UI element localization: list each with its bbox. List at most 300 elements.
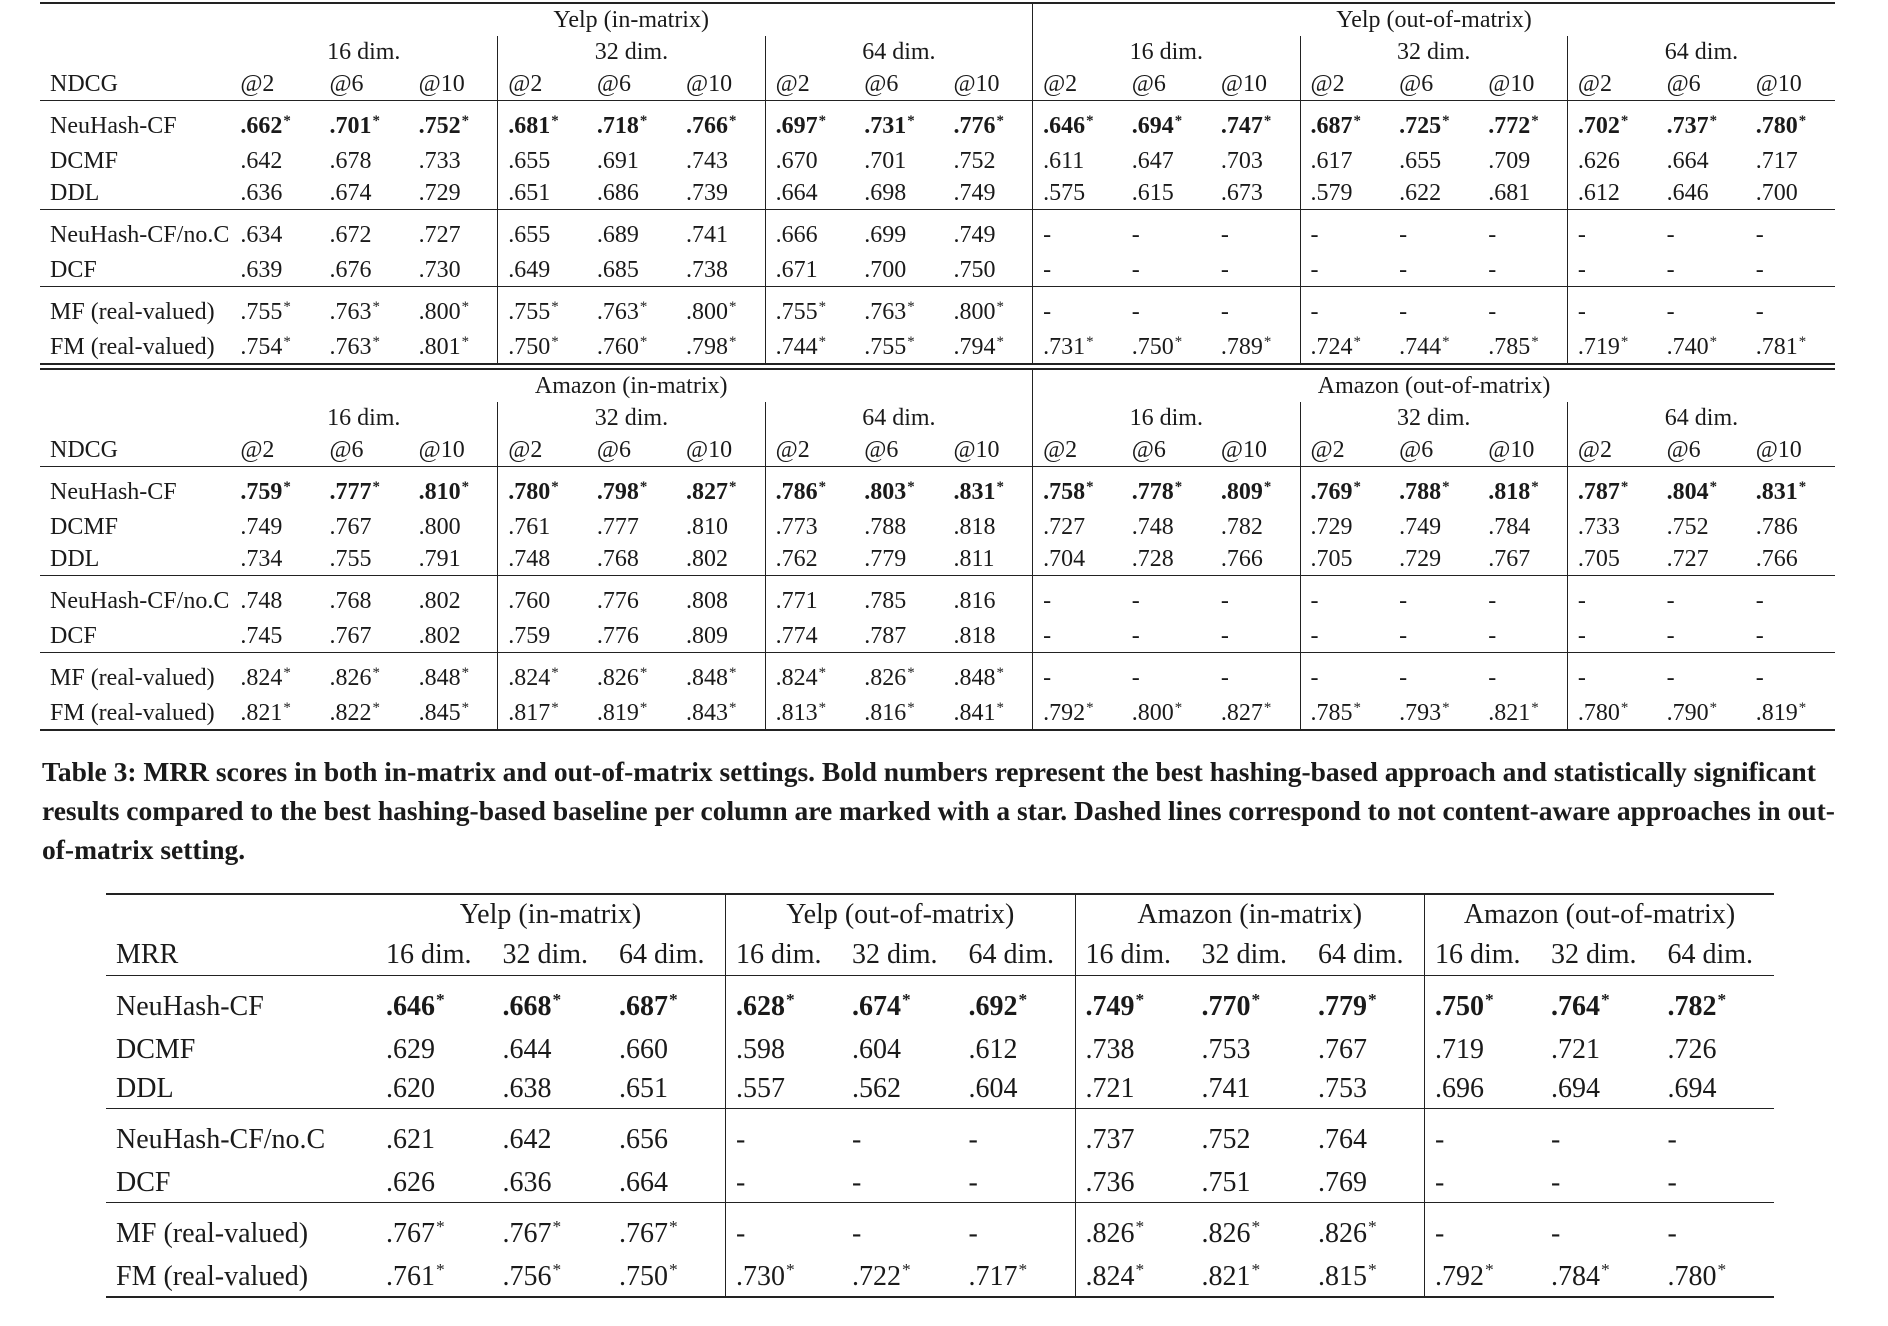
score-cell: .784* [1541, 1257, 1658, 1297]
score-cell: .789* [1211, 331, 1300, 364]
score-cell: .702* [1567, 101, 1656, 146]
score-cell: .791 [418, 546, 461, 572]
score-cell: - [1033, 653, 1122, 698]
score-cell: .751 [1201, 1166, 1251, 1198]
score-cell: - [1211, 576, 1300, 621]
score-cell: .705 [1300, 543, 1389, 576]
cutoff-label: @10 [686, 437, 733, 463]
score-cell: .826* [854, 653, 943, 698]
score-cell: .750* [1425, 976, 1542, 1031]
score-cell: .776 [596, 623, 639, 649]
group-header-row [40, 3, 1835, 36]
score-cell: .744* [1389, 331, 1478, 364]
score-cell: .694* [1122, 101, 1211, 146]
score-cell: .761 [498, 511, 587, 543]
group-title: Amazon (in-matrix) [230, 369, 1032, 402]
dim-label: 64 dim. [968, 939, 1055, 970]
score-cell: - [1667, 1166, 1677, 1198]
score-cell: .780* [1658, 1257, 1775, 1297]
group-title: Yelp (in-matrix) [376, 894, 726, 935]
score-cell: .767* [376, 1203, 493, 1258]
score-cell: .664 [765, 177, 854, 210]
score-cell: .786 [1755, 514, 1798, 540]
score-cell: - [1746, 576, 1835, 621]
dim-label: 64 dim. [1567, 402, 1835, 434]
score-cell: .678 [329, 148, 372, 174]
dim-label: 32 dim. [498, 402, 765, 434]
score-cell: .818 [953, 623, 996, 649]
score-cell: .800* [409, 287, 498, 332]
score-cell: - [1658, 1109, 1775, 1164]
dim-label: 32 dim. [498, 36, 765, 68]
cutoff-label: @2 [240, 71, 275, 97]
score-cell: .819* [587, 697, 676, 730]
empty-cell [40, 3, 230, 36]
score-cell: .772* [1478, 101, 1567, 146]
score-cell: .699 [854, 210, 943, 255]
score-cell: .724* [1300, 331, 1389, 364]
score-cell: .753 [1201, 1033, 1251, 1065]
score-cell: .704 [1033, 543, 1122, 576]
table-row [106, 1109, 1774, 1164]
cutoff-label: @2 [1033, 434, 1122, 467]
score-cell: - [842, 1203, 959, 1258]
score-cell: .841* [943, 697, 1032, 730]
score-cell: - [1478, 576, 1567, 621]
score-cell: .673 [1220, 180, 1263, 206]
score-cell: .752 [1666, 514, 1709, 540]
score-cell: .813* [765, 697, 854, 730]
cutoff-label: @10 [953, 437, 1000, 463]
dim-label: 32 dim. [1551, 939, 1637, 970]
score-cell: .719* [1567, 331, 1656, 364]
score-cell: .676 [329, 257, 372, 283]
method-label: NeuHash-CF [106, 976, 376, 1031]
score-cell: .788* [1389, 467, 1478, 512]
score-cell: .687* [609, 976, 726, 1031]
empty-cell [106, 894, 376, 935]
score-cell: .826* [319, 653, 408, 698]
score-cell: .781* [1746, 331, 1835, 364]
method-label: NeuHash-CF/no.C [40, 576, 230, 621]
score-cell: - [1131, 257, 1140, 283]
score-cell: .750* [498, 331, 587, 364]
ndcg-table-amazon [40, 368, 1835, 731]
score-cell: .694 [1667, 1072, 1717, 1104]
score-cell: .670 [765, 145, 854, 177]
table-row [40, 697, 1835, 730]
score-cell: .698 [864, 180, 907, 206]
score-cell: .768 [596, 546, 639, 572]
table-row [40, 210, 1835, 255]
table-row [40, 331, 1835, 364]
score-cell: .729 [1300, 511, 1389, 543]
table-row [106, 1163, 1774, 1203]
score-cell: .748 [498, 543, 587, 576]
dim-header-row [40, 402, 1835, 434]
score-cell: - [1389, 576, 1478, 621]
score-cell: .770* [1192, 976, 1309, 1031]
score-cell: .764* [1541, 976, 1658, 1031]
score-cell: .802 [418, 623, 461, 649]
score-cell: .741 [676, 210, 765, 255]
dim-label: 16 dim. [1033, 36, 1300, 68]
score-cell: .674* [842, 976, 959, 1031]
score-cell: .729 [1399, 546, 1442, 572]
score-cell: - [1567, 620, 1656, 653]
score-cell: .655 [1399, 148, 1442, 174]
score-cell: .776* [943, 101, 1032, 146]
score-cell: .744* [765, 331, 854, 364]
cutoff-label: @10 [1755, 71, 1802, 97]
method-label: FM (real-valued) [40, 331, 230, 364]
cutoff-label: @2 [1567, 434, 1656, 467]
score-cell: .727 [409, 210, 498, 255]
score-cell: .767 [329, 514, 372, 540]
score-cell: .767 [329, 623, 372, 649]
score-cell: - [968, 1166, 978, 1198]
score-cell: .766 [1755, 546, 1798, 572]
score-cell: .651 [619, 1072, 668, 1104]
method-label: DCF [50, 257, 97, 283]
score-cell: .628* [726, 976, 843, 1031]
score-cell: .766* [676, 101, 765, 146]
score-cell: .754* [230, 331, 319, 364]
score-cell: .748 [230, 576, 319, 621]
cutoff-label: @10 [1220, 437, 1267, 463]
score-cell: .780* [498, 467, 587, 512]
score-cell: .815* [1308, 1257, 1425, 1297]
cutoff-label: @6 [1399, 437, 1434, 463]
cutoff-label: @2 [1567, 68, 1656, 101]
score-cell: - [1220, 623, 1229, 649]
score-cell: - [1389, 653, 1478, 698]
score-cell: .727 [1666, 546, 1709, 572]
score-cell: .800 [418, 514, 461, 540]
score-cell: .816 [943, 576, 1032, 621]
score-cell: .612 [1567, 177, 1656, 210]
cutoff-label: @2 [498, 68, 587, 101]
score-cell: .731* [1033, 331, 1122, 364]
table-row [40, 177, 1835, 210]
score-cell: .736 [1075, 1163, 1192, 1203]
cutoff-label: @10 [418, 71, 465, 97]
score-cell: .777* [319, 467, 408, 512]
score-cell: - [1478, 653, 1567, 698]
score-cell: .753 [1318, 1072, 1367, 1104]
score-cell: .634 [230, 210, 319, 255]
metric-label: MRR [116, 939, 179, 970]
score-cell: .824* [230, 653, 319, 698]
score-cell: .810* [409, 467, 498, 512]
dim-label: 32 dim. [1201, 939, 1288, 970]
cutoff-label: @6 [1666, 71, 1701, 97]
method-label: NeuHash-CF [40, 101, 230, 146]
score-cell: .782 [1220, 514, 1263, 540]
score-cell: .800* [676, 287, 765, 332]
score-cell: .827* [1211, 697, 1300, 730]
score-cell: .705 [1567, 543, 1656, 576]
table-row [40, 467, 1835, 512]
dim-label: 64 dim. [765, 36, 1032, 68]
score-cell: .726 [1667, 1033, 1717, 1065]
cutoff-label: @6 [1666, 437, 1701, 463]
score-cell: - [1300, 653, 1389, 698]
score-cell: .811 [953, 546, 995, 572]
score-cell: .809* [1211, 467, 1300, 512]
score-cell: .767 [1488, 546, 1531, 572]
method-label: MF (real-valued) [106, 1203, 376, 1258]
score-cell: - [1478, 287, 1567, 332]
dim-label: 64 dim. [619, 939, 705, 970]
score-cell: .762 [765, 543, 854, 576]
empty-cell [40, 369, 230, 402]
score-cell: .681 [1488, 180, 1531, 206]
score-cell: - [959, 1109, 1076, 1164]
dim-label: 64 dim. [1667, 939, 1754, 970]
score-cell: .646* [376, 976, 493, 1031]
score-cell: .668* [493, 976, 610, 1031]
score-cell: .790* [1657, 697, 1746, 730]
score-cell: .733 [1567, 511, 1656, 543]
dim-label: 32 dim. [1300, 402, 1567, 434]
score-cell: .703 [1220, 148, 1263, 174]
dim-label: 64 dim. [1318, 939, 1404, 970]
cutoff-label: @10 [418, 437, 465, 463]
score-cell: .626 [1567, 145, 1656, 177]
group-header-row [106, 894, 1774, 935]
score-cell: .664 [1666, 148, 1709, 174]
score-cell: .768 [319, 576, 408, 621]
score-cell: - [1541, 1109, 1658, 1164]
score-cell: .810 [686, 514, 729, 540]
dim-label: 16 dim. [1075, 935, 1192, 976]
score-cell: .792* [1033, 697, 1122, 730]
score-cell: .721 [1075, 1069, 1192, 1109]
score-cell: .826* [1192, 1203, 1309, 1258]
cutoff-header-row [40, 68, 1835, 101]
score-cell: - [1399, 623, 1408, 649]
method-label: DDL [50, 180, 100, 206]
score-cell: .848* [676, 653, 765, 698]
score-cell: .750 [953, 257, 996, 283]
cutoff-label: @2 [765, 68, 854, 101]
score-cell: .626 [386, 1166, 435, 1198]
score-cell: .697* [765, 101, 854, 146]
method-label: DCMF [116, 1033, 196, 1065]
score-cell: .734 [240, 546, 283, 572]
score-cell: .750* [1122, 331, 1211, 364]
score-cell: .771 [765, 576, 854, 621]
score-cell: - [1551, 1166, 1561, 1198]
score-cell: .803* [854, 467, 943, 512]
score-cell: .785* [1300, 697, 1389, 730]
dim-label: 16 dim. [327, 39, 401, 65]
score-cell: - [726, 1203, 843, 1258]
score-cell: .721 [1551, 1033, 1600, 1065]
score-cell: - [1300, 210, 1389, 255]
dim-label: 16 dim. [1033, 402, 1300, 434]
score-cell: .758* [1033, 467, 1122, 512]
table-row [40, 101, 1835, 146]
cutoff-label: @6 [329, 437, 364, 463]
score-cell: .745 [240, 623, 283, 649]
score-cell: .800* [943, 287, 1032, 332]
score-cell: .764 [1308, 1109, 1425, 1164]
score-cell: .824* [1075, 1257, 1192, 1297]
score-cell: - [1657, 287, 1746, 332]
dim-label: 16 dim. [327, 405, 401, 431]
cutoff-label: @10 [1220, 71, 1267, 97]
table-row [40, 653, 1835, 698]
score-cell: .755 [329, 546, 372, 572]
score-cell: .615 [1131, 180, 1174, 206]
score-cell: .709 [1488, 148, 1531, 174]
method-label: NeuHash-CF/no.C [106, 1109, 376, 1164]
score-cell: .636 [240, 180, 283, 206]
score-cell: .604 [852, 1033, 901, 1065]
score-cell: .729 [418, 180, 461, 206]
score-cell: .728 [1131, 546, 1174, 572]
score-cell: .766 [1220, 546, 1263, 572]
score-cell: .818* [1478, 467, 1567, 512]
score-cell: .575 [1033, 177, 1122, 210]
score-cell: .696 [1425, 1069, 1542, 1109]
score-cell: .621 [376, 1109, 493, 1164]
table-row [40, 511, 1835, 543]
score-cell: .747* [1211, 101, 1300, 146]
cutoff-label: @2 [240, 437, 275, 463]
method-label: DCF [50, 623, 97, 649]
score-cell: .651 [498, 177, 587, 210]
score-cell: .748 [1131, 514, 1174, 540]
score-cell: .826* [1308, 1203, 1425, 1258]
group-title: Yelp (in-matrix) [230, 3, 1032, 36]
mrr-table [106, 893, 1774, 1298]
score-cell: .827* [676, 467, 765, 512]
metric-label: NDCG [50, 71, 119, 97]
table-row [106, 1257, 1774, 1297]
score-cell: .743 [686, 148, 729, 174]
table-row [106, 1030, 1774, 1069]
score-cell: .749 [1399, 514, 1442, 540]
score-cell: - [1122, 287, 1211, 332]
score-cell: .666 [765, 210, 854, 255]
score-cell: .826* [587, 653, 676, 698]
score-cell: .802 [409, 576, 498, 621]
score-cell: .639 [240, 257, 283, 283]
score-cell: - [1033, 254, 1122, 287]
method-label: FM (real-valued) [40, 697, 230, 730]
score-cell: .622 [1399, 180, 1442, 206]
empty-cell [40, 36, 230, 68]
cutoff-label: @10 [686, 71, 733, 97]
score-cell: - [1567, 210, 1656, 255]
score-cell: .692* [959, 976, 1076, 1031]
score-cell: .826* [1075, 1203, 1192, 1258]
score-cell: - [1541, 1203, 1658, 1258]
score-cell: - [1658, 1203, 1775, 1258]
method-label: DCMF [50, 514, 119, 540]
score-cell: .755* [854, 331, 943, 364]
score-cell: .700 [864, 257, 907, 283]
score-cell: .787 [864, 623, 907, 649]
score-cell: .802 [686, 546, 729, 572]
score-cell: .664 [619, 1166, 668, 1198]
table-row [40, 145, 1835, 177]
cutoff-label: @6 [329, 71, 364, 97]
dim-header-row [40, 36, 1835, 68]
score-cell: .767 [1318, 1033, 1367, 1065]
score-cell: .689 [587, 210, 676, 255]
score-cell: .700 [1755, 180, 1798, 206]
cutoff-label: @6 [864, 437, 899, 463]
score-cell: - [1746, 210, 1835, 255]
cutoff-label: @2 [1300, 68, 1389, 101]
score-cell: - [1425, 1163, 1542, 1203]
score-cell: .848* [409, 653, 498, 698]
score-cell: .644 [502, 1033, 552, 1065]
score-cell: .752* [409, 101, 498, 146]
score-cell: .785* [1478, 331, 1567, 364]
score-cell: .824* [498, 653, 587, 698]
score-cell: .649 [498, 254, 587, 287]
score-cell: - [1211, 653, 1300, 698]
cutoff-label: @6 [864, 71, 899, 97]
method-label: DCF [116, 1166, 171, 1198]
score-cell: - [1389, 210, 1478, 255]
score-cell: .725* [1389, 101, 1478, 146]
score-cell: .756* [493, 1257, 610, 1297]
method-label: NeuHash-CF [40, 467, 230, 512]
score-cell: .557 [726, 1069, 843, 1109]
score-cell: - [1567, 576, 1656, 621]
score-cell: .750* [609, 1257, 726, 1297]
score-cell: - [1567, 287, 1656, 332]
score-cell: - [1488, 623, 1497, 649]
score-cell: .767* [609, 1203, 726, 1258]
dim-label: 16 dim. [386, 939, 472, 970]
empty-cell [40, 402, 230, 434]
score-cell: .845* [409, 697, 498, 730]
score-cell: .763* [319, 331, 408, 364]
score-cell: - [1755, 257, 1764, 283]
score-cell: .674 [329, 180, 372, 206]
method-label: DDL [116, 1072, 174, 1104]
ndcg-table-yelp [40, 2, 1835, 365]
score-cell: - [1657, 653, 1746, 698]
score-cell: .831* [943, 467, 1032, 512]
cutoff-label: @10 [1488, 71, 1535, 97]
dim-label: 32 dim. [502, 939, 589, 970]
score-cell: - [1755, 623, 1764, 649]
score-cell: - [1122, 576, 1211, 621]
score-cell: .821* [230, 697, 319, 730]
score-cell: .843* [676, 697, 765, 730]
score-cell: - [1033, 576, 1122, 621]
score-cell: .691 [596, 148, 639, 174]
cutoff-label: @6 [1131, 71, 1166, 97]
score-cell: .759 [498, 620, 587, 653]
score-cell: .722* [842, 1257, 959, 1297]
method-label: NeuHash-CF/no.C [40, 210, 230, 255]
score-cell: .642 [493, 1109, 610, 1164]
score-cell: .579 [1300, 177, 1389, 210]
score-cell: .685 [596, 257, 639, 283]
method-label: DDL [50, 546, 100, 572]
score-cell: .749* [1075, 976, 1192, 1031]
score-cell: .701 [864, 148, 907, 174]
